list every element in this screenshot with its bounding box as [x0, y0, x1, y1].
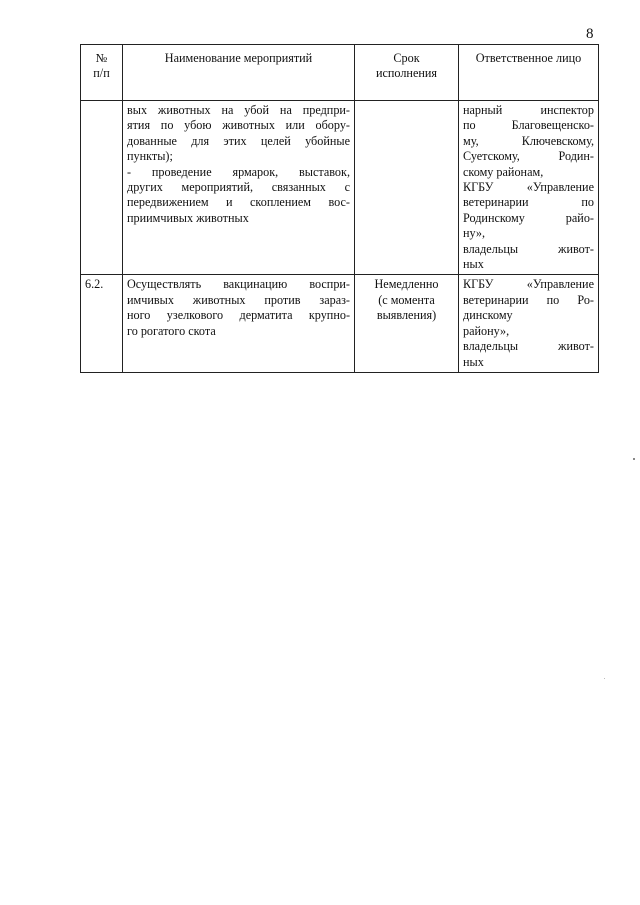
- responsible-line: ветеринарии по Ро-: [463, 292, 594, 307]
- header-number: [81, 45, 123, 101]
- measure-line: приимчивых животных: [127, 210, 249, 225]
- responsible-line: Суетскому, Родин-: [463, 149, 594, 164]
- table-row: [81, 101, 599, 275]
- responsible-line: скому районам,: [463, 164, 544, 179]
- measure-line: дованные для этих целей убойные: [127, 133, 350, 148]
- deadline-line: Немедленно: [374, 277, 439, 292]
- row-responsible: [459, 275, 599, 372]
- row-measure: [123, 275, 355, 372]
- table-header-row: [81, 45, 599, 101]
- row-deadline: [355, 275, 459, 372]
- deadline-line: (с момента: [378, 292, 435, 307]
- measure-line: передвижением и скоплением вос-: [127, 195, 350, 210]
- responsible-line: району»,: [463, 323, 510, 338]
- responsible-line: владельцы живот-: [463, 241, 594, 256]
- responsible-line: му, Ключевскому,: [463, 133, 594, 148]
- deadline-line: выявления): [376, 308, 437, 323]
- responsible-line: ных: [463, 257, 484, 272]
- measure-line: - проведение ярмарок, выставок,: [127, 164, 350, 179]
- row-deadline: [355, 101, 459, 275]
- row-number: [81, 101, 123, 275]
- header-responsible: Ответственное лицо: [459, 45, 599, 101]
- measures-table: [80, 44, 599, 373]
- responsible-line: ну»,: [463, 226, 486, 241]
- responsible-line: ных: [463, 354, 484, 369]
- scan-speck: [604, 678, 605, 679]
- measure-line: других мероприятий, связанных с: [127, 180, 350, 195]
- responsible-line: нарный инспектор: [463, 103, 594, 117]
- header-deadline-line-2: исполнения: [375, 66, 438, 81]
- page-number: 8: [586, 26, 594, 42]
- responsible-line: динскому: [463, 308, 513, 323]
- measure-line: го рогатого скота: [127, 323, 216, 338]
- row-responsible: [459, 101, 599, 275]
- header-number-line-2: п/п: [93, 66, 110, 81]
- header-deadline-line-1: Срок: [393, 51, 420, 65]
- measure-line: пункты);: [127, 149, 173, 164]
- header-number-line-1: №: [95, 51, 108, 65]
- responsible-line: КГБУ «Управление: [463, 180, 594, 195]
- header-name: Наименование мероприятий: [123, 45, 355, 101]
- measure-line: Осуществлять вакцинацию воспри-: [127, 277, 350, 292]
- row-number: 6.2.: [81, 275, 123, 372]
- header-deadline: [355, 45, 459, 101]
- responsible-line: по Благовещенско-: [463, 118, 594, 133]
- responsible-line: владельцы живот-: [463, 339, 594, 354]
- scan-speck: [633, 458, 635, 460]
- measure-line: вых животных на убой на предпри-: [127, 103, 350, 117]
- measure-line: ного узелкового дерматита крупно-: [127, 308, 350, 323]
- table-row: [81, 275, 599, 372]
- measure-line: имчивых животных против зараз-: [127, 292, 350, 307]
- responsible-line: КГБУ «Управление: [463, 277, 594, 292]
- responsible-line: Родинскому райо-: [463, 210, 594, 225]
- row-measure: [123, 101, 355, 275]
- measure-line: ятия по убою животных или обору-: [127, 118, 350, 133]
- responsible-line: ветеринарии по: [463, 195, 594, 210]
